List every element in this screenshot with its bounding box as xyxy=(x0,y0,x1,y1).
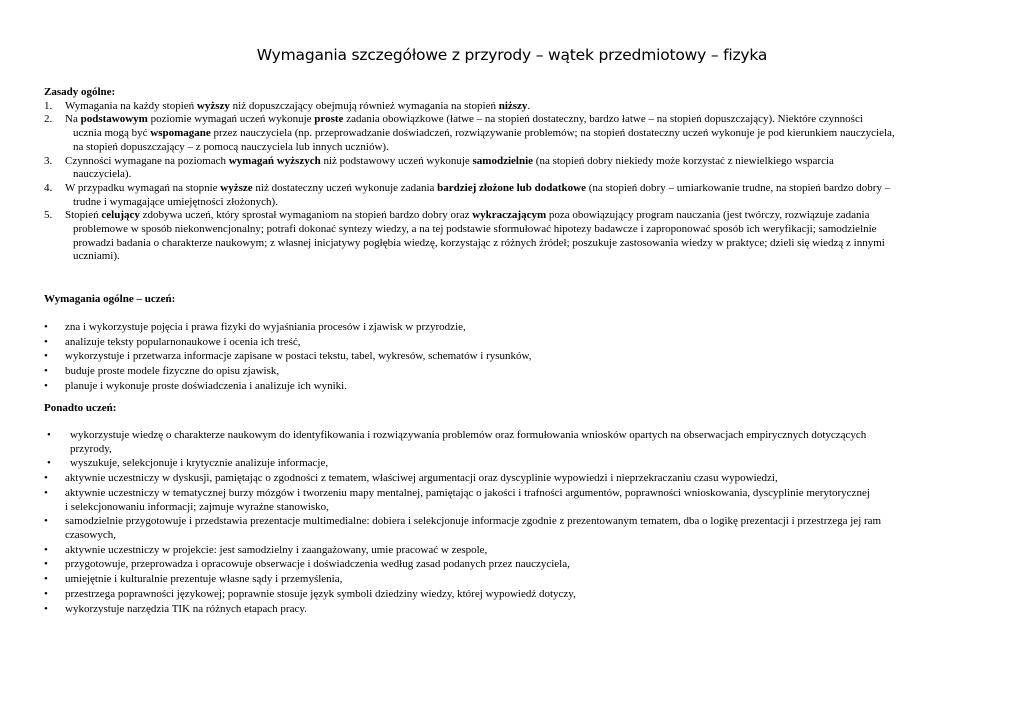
bullet-icon: • xyxy=(44,573,48,586)
bullet-icon: • xyxy=(44,486,48,499)
item-continuation xyxy=(65,250,984,264)
list-item-text: przygotowuje, przeprowadza i opracowuje obserwacje i doświadczenia według zasad podanych przez nauczyciela, xyxy=(65,558,570,571)
bullet-icon: • xyxy=(47,429,51,442)
text-run: Czynności wymagane na poziomach xyxy=(65,154,229,167)
list-item-text: aktywnie uczestniczy w dyskusji, pamiętając o zgodności z tematem, właściwej argumentacji oraz dyscyplinie wypowiedzi i nieprzekraczaniu czasu wypowiedzi, xyxy=(65,472,778,485)
text-run: W przypadku wymagań na stopnie xyxy=(65,181,221,194)
zasady-list xyxy=(44,100,984,264)
numbered-item xyxy=(44,155,984,182)
item-text xyxy=(65,155,984,169)
list-item xyxy=(44,588,984,602)
text-run: problemowe w sposób niekonwencjonalny; potrafi dokonać syntezy wiedzy, a na tej podstawie sformułować hipotezy badawcze i zaproponować sposób ich weryfikacji; samodzielnie xyxy=(73,223,877,236)
list-item-text: aktywnie uczestniczy w projekcie: jest samodzielny i zaangażowany, umie pracować w zespole, xyxy=(65,543,488,556)
item-text xyxy=(65,100,984,114)
item-text xyxy=(65,209,984,223)
list-item-text: aktywnie uczestniczy w tematycznej burzy mózgów i tworzeniu mapy mentalnej, pamiętając o jakości i trafności argumentów, poprawności wnioskowania, dyscyplinie merytorycznej xyxy=(65,486,870,499)
item-number: 3. xyxy=(44,154,53,167)
numbered-item xyxy=(44,100,984,114)
item-continuation xyxy=(65,223,984,237)
text-run: ucznia mogą być xyxy=(73,127,151,140)
text-run: niż podstawowy uczeń wykonuje xyxy=(320,154,473,167)
emphasis-text: wykraczającym xyxy=(472,209,547,222)
numbered-item xyxy=(44,113,984,154)
list-item-continuation: przyrody, xyxy=(70,442,112,455)
list-item-text: przestrzega poprawności językowej; poprawnie stosuje język symboli dziedziny wiedzy, której wypowiedź dotyczy, xyxy=(65,587,576,600)
text-run: Na xyxy=(65,113,81,126)
text-run: Stopień xyxy=(65,209,102,222)
text-run: na stopień dopuszczający – z pomocą nauczyciela lub innych uczniów). xyxy=(73,140,389,153)
item-continuation xyxy=(65,168,984,182)
text-run: Wymagania na każdy stopień xyxy=(65,99,197,112)
emphasis-text: wspomagane xyxy=(150,127,211,140)
text-run: niż dopuszczający obejmują również wymagania na stopień xyxy=(229,99,499,112)
text-run: nauczyciela). xyxy=(73,168,132,181)
section-heading-ogolne: Wymagania ogólne – uczeń: xyxy=(44,293,176,306)
bullet-icon: • xyxy=(44,472,48,485)
text-run: prowadzi badania o charakterze naukowym; z własnej inicjatywy pogłębia wiedzę, korzystając z różnych źródeł; poszukuje zastosowania wiedzy w praktyce; dzieli się wiedzą z innymi xyxy=(73,236,885,249)
text-run: niż dostateczny uczeń wykonuje zadania xyxy=(252,181,438,194)
list-item-text: buduje proste modele fizyczne do opisu zjawisk, xyxy=(65,364,280,377)
ponadto-list xyxy=(44,429,984,616)
bullet-icon: • xyxy=(44,543,48,556)
bullet-icon: • xyxy=(44,602,48,615)
document-body xyxy=(44,86,984,616)
section-heading-ponadto: Ponadto uczeń: xyxy=(44,402,117,415)
list-item xyxy=(44,573,984,587)
bullet-icon: • xyxy=(47,457,51,470)
text-run: poza obowiązujący program nauczania (jest twórczy, rozwiązuje zadania xyxy=(546,209,870,222)
text-run: (na stopień dobry niekiedy może korzystać z niewielkiego wsparcia xyxy=(533,154,834,167)
list-item-text: wykorzystuje wiedzę o charakterze naukowym do identyfikowania i rozwiązywania problemów oraz formułowania wniosków opartych na obserwacjach empirycznych dotyczących xyxy=(70,429,867,442)
list-item-continuation: czasowych, xyxy=(65,528,117,541)
section-heading-zasady: Zasady ogólne: xyxy=(44,86,116,98)
emphasis-text: proste xyxy=(314,113,344,126)
list-item xyxy=(44,429,984,456)
text-run: uczniami). xyxy=(73,250,120,263)
list-item xyxy=(44,544,984,558)
item-text xyxy=(65,113,984,127)
item-number: 2. xyxy=(44,113,53,126)
list-item xyxy=(44,380,984,394)
bullet-icon: • xyxy=(44,364,48,377)
list-item-continuation: i selekcjonowaniu informacji; zajmuje wyraźne stanowisko, xyxy=(65,500,329,513)
emphasis-text: wymagań wyższych xyxy=(228,154,321,167)
list-item xyxy=(44,365,984,379)
emphasis-text: podstawowym xyxy=(80,113,148,126)
item-text xyxy=(65,182,984,196)
list-item xyxy=(44,350,984,364)
text-run: zadania obowiązkowe (łatwe – na stopień dostateczny, bardzo łatwe – na stopień dopuszczający). Niektóre czynności xyxy=(343,113,863,126)
list-item xyxy=(44,321,984,335)
list-item xyxy=(44,487,984,514)
emphasis-text: samodzielnie xyxy=(472,154,534,167)
text-run: (na stopień dobry – umiarkowanie trudne, na stopień bardzo dobry – xyxy=(585,181,891,194)
emphasis-text: celujący xyxy=(101,209,140,222)
bullet-icon: • xyxy=(44,558,48,571)
text-run: trudne i wymagające umiejętności złożonych). xyxy=(73,195,278,208)
list-item xyxy=(44,336,984,350)
list-item xyxy=(44,472,984,486)
item-number: 4. xyxy=(44,181,53,194)
bullet-icon: • xyxy=(44,320,48,333)
bullet-icon: • xyxy=(44,515,48,528)
item-continuation xyxy=(65,127,984,141)
numbered-item xyxy=(44,182,984,209)
list-item-text: wyszukuje, selekcjonuje i krytycznie analizuje informacje, xyxy=(70,457,329,470)
bullet-icon: • xyxy=(44,335,48,348)
numbered-item xyxy=(44,209,984,264)
text-run: zdobywa uczeń, który sprostał wymaganiom na stopień bardzo dobry oraz xyxy=(139,209,473,222)
list-item xyxy=(44,603,984,617)
item-number: 5. xyxy=(44,209,53,222)
list-item-text: zna i wykorzystuje pojęcia i prawa fizyki do wyjaśniania procesów i zjawisk w przyrodzie, xyxy=(65,320,466,333)
emphasis-text: wyższy xyxy=(196,99,230,112)
list-item xyxy=(44,558,984,572)
list-item-text: samodzielnie przygotowuje i przedstawia prezentacje multimedialne: dobiera i selekcjonuje informacje zgodnie z prezentowanym tematem, dba o logikę prezentacji i przestrzega jej ram xyxy=(65,515,882,528)
list-item-text: umiejętnie i kulturalnie prezentuje własne sądy i przemyślenia, xyxy=(65,573,343,586)
ogolne-list xyxy=(44,321,984,394)
emphasis-text: wyższe xyxy=(220,181,253,194)
text-run: . xyxy=(527,99,531,112)
list-item xyxy=(44,457,984,471)
bullet-icon: • xyxy=(44,587,48,600)
emphasis-text: bardziej złożone lub dodatkowe xyxy=(437,181,586,194)
page-title: Wymagania szczegółowe z przyrody – wątek przedmiotowy – fizyka xyxy=(256,46,768,64)
item-continuation xyxy=(65,237,984,251)
list-item-text: planuje i wykonuje proste doświadczenia i analizuje ich wyniki. xyxy=(65,379,347,392)
list-item-text: wykorzystuje i przetwarza informacje zapisane w postaci tekstu, tabel, wykresów, schematów i rysunków, xyxy=(65,350,532,363)
text-run: poziomie wymagań uczeń wykonuje xyxy=(147,113,315,126)
list-item xyxy=(44,515,984,542)
item-continuation xyxy=(65,196,984,210)
list-item-text: wykorzystuje narzędzia TIK na różnych etapach pracy. xyxy=(65,602,307,615)
item-continuation xyxy=(65,141,984,155)
text-run: przez nauczyciela (np. przeprowadzanie doświadczeń, rozwiązywanie problemów; na stopień dostateczny uczeń wykonuje je pod kierunkiem nauczyciela, xyxy=(210,127,895,140)
item-number: 1. xyxy=(44,99,53,112)
list-item-text: analizuje teksty popularnonaukowe i ocenia ich treść, xyxy=(65,335,301,348)
bullet-icon: • xyxy=(44,379,48,392)
bullet-icon: • xyxy=(44,350,48,363)
emphasis-text: niższy xyxy=(498,99,528,112)
